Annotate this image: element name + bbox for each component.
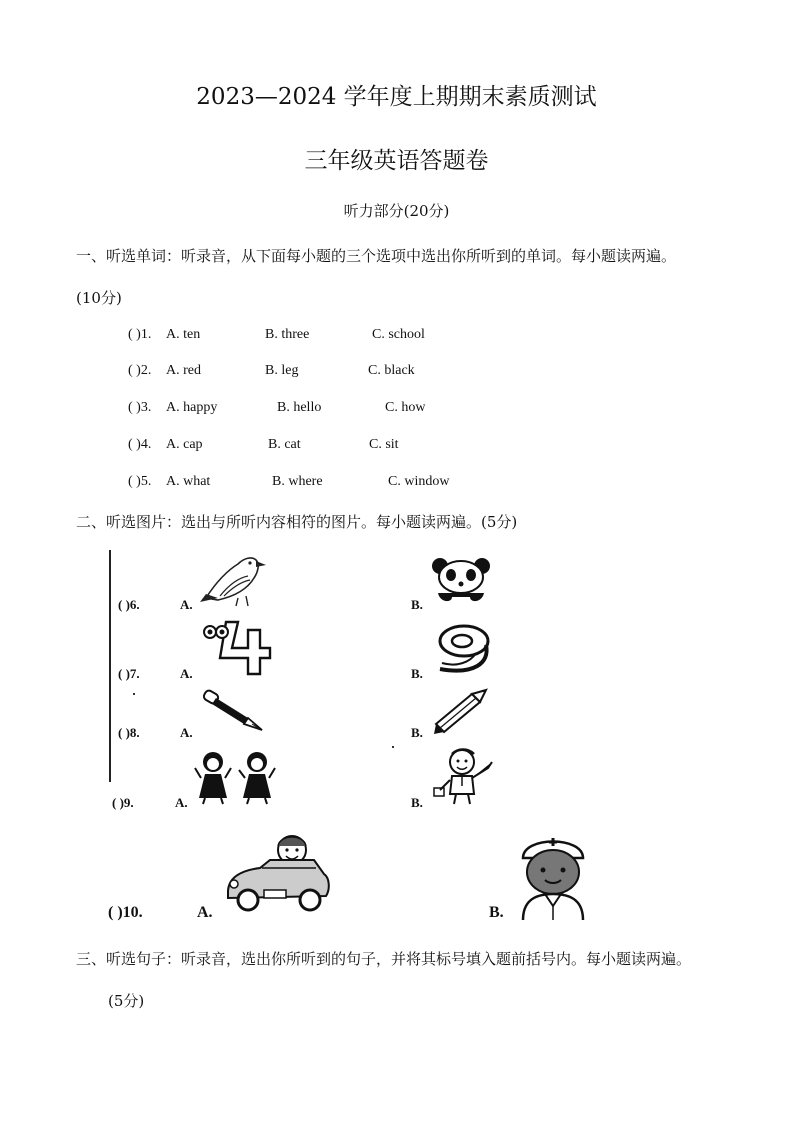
- q1-number[interactable]: ( )1.: [128, 327, 152, 342]
- q5-option-a: A. what: [166, 474, 211, 489]
- q6-option-b-label: B.: [411, 597, 423, 612]
- q4-option-c: C. sit: [369, 437, 399, 452]
- pencil-picture[interactable]: [432, 688, 488, 734]
- q2-option-c: C. black: [368, 363, 415, 378]
- number-four-picture[interactable]: [200, 618, 272, 676]
- q5-option-c: C. window: [388, 474, 450, 489]
- panda-picture[interactable]: [430, 557, 492, 605]
- q2-option-b: B. leg: [265, 363, 299, 378]
- q1-option-c: C. school: [372, 327, 425, 342]
- number-nine-picture[interactable]: [430, 623, 498, 677]
- q7-option-a-label: A.: [180, 666, 193, 681]
- q9-number[interactable]: ( )9.: [112, 795, 134, 810]
- q4-number[interactable]: ( )4.: [128, 437, 152, 452]
- q5-number[interactable]: ( )5.: [128, 474, 152, 489]
- section3-instruction: 三、听选句子：听录音，选出你所听到的句子，并将其标号填入题前括号内。每小题读两遍。: [76, 950, 692, 968]
- q8-number[interactable]: ( )8.: [118, 725, 140, 740]
- q3-number[interactable]: ( )3.: [128, 400, 152, 415]
- exam-title: 2023—2024 学年度上期期末素质测试: [196, 84, 597, 110]
- exam-subtitle: 三年级英语答题卷: [304, 148, 489, 174]
- scan-dot: [133, 693, 135, 695]
- nurse-picture[interactable]: [513, 832, 593, 920]
- q10-option-b-label: B.: [489, 904, 504, 921]
- q10-option-a-label: A.: [197, 904, 213, 921]
- section3-score: (5分): [108, 992, 145, 1010]
- q4-option-a: A. cap: [166, 437, 203, 452]
- q8-option-a-label: A.: [180, 725, 193, 740]
- bird-picture[interactable]: [198, 552, 270, 606]
- q10-number[interactable]: ( )10.: [108, 904, 143, 921]
- margin-line: [109, 550, 111, 782]
- scan-dot: [392, 746, 394, 748]
- man-in-car-picture[interactable]: [224, 832, 332, 916]
- q1-option-b: B. three: [265, 327, 310, 342]
- q7-number[interactable]: ( )7.: [118, 666, 140, 681]
- q2-number[interactable]: ( )2.: [128, 363, 152, 378]
- section2-instruction: 二、听选图片：选出与所听内容相符的图片。每小题读两遍。(5分): [76, 513, 518, 531]
- two-girls-picture[interactable]: [193, 750, 277, 806]
- boy-picture[interactable]: [432, 748, 498, 806]
- q6-option-a-label: A.: [180, 597, 193, 612]
- section1-instruction: 一、听选单词：听录音，从下面每小题的三个选项中选出你所听到的单词。每小题读两遍。: [76, 247, 677, 265]
- listening-part-heading: 听力部分(20分): [343, 202, 450, 220]
- q6-number[interactable]: ( )6.: [118, 597, 140, 612]
- pen-picture[interactable]: [202, 688, 266, 734]
- section1-score: (10分): [76, 289, 122, 307]
- q8-option-b-label: B.: [411, 725, 423, 740]
- q9-option-b-label: B.: [411, 795, 423, 810]
- q3-option-c: C. how: [385, 400, 426, 415]
- q2-option-a: A. red: [166, 363, 201, 378]
- q9-option-a-label: A.: [175, 795, 188, 810]
- q4-option-b: B. cat: [268, 437, 301, 452]
- q3-option-a: A. happy: [166, 400, 218, 415]
- q7-option-b-label: B.: [411, 666, 423, 681]
- q5-option-b: B. where: [272, 474, 323, 489]
- q3-option-b: B. hello: [277, 400, 322, 415]
- q1-option-a: A. ten: [166, 327, 201, 342]
